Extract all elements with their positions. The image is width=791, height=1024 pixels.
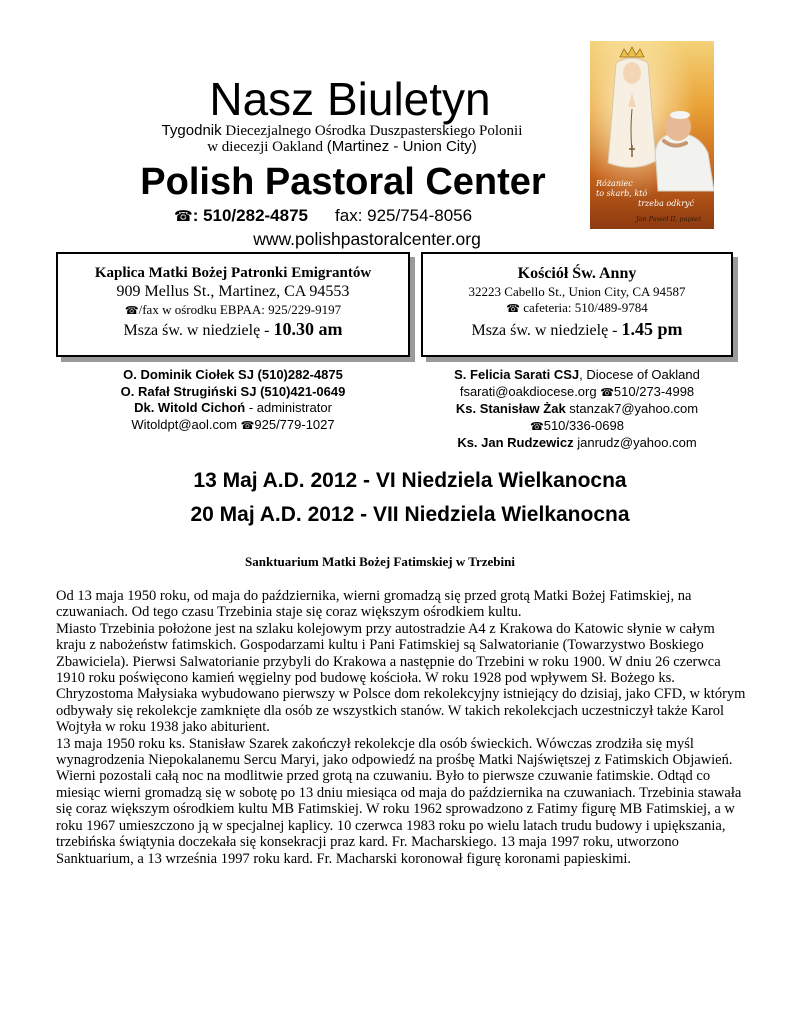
contact-line xyxy=(174,206,472,227)
website-link[interactable]: www.polishpastoralcenter.org xyxy=(253,229,481,249)
chapel-right-phone: cafeteria: 510/489-9784 xyxy=(519,300,648,315)
chapel-right-mass-time: 1.45 pm xyxy=(621,319,683,339)
staff-rudzewicz-name: Ks. Jan Rudzewicz xyxy=(457,435,574,450)
phone-icon: ☎ xyxy=(600,386,614,399)
chapel-left-name: Kaplica Matki Bożej Patronki Emigrantów xyxy=(94,265,372,281)
phone-icon: ☎ xyxy=(506,303,520,315)
staff-cichon-email[interactable]: Witoldpt@aol.com xyxy=(131,416,241,432)
article-paragraph: Od 13 maja 1950 roku, od maja do października, wierni gromadzą się przed grotą Matki Bożej Fatimskiej, na czuwaniach. Od tego czasu Trzebinia staje się coraz większym ośrodkiem kultu. xyxy=(56,588,692,621)
staff-sarati-name: S. Felicia Sarati CSJ xyxy=(454,367,580,382)
staff-ciolek: O. Dominik Ciołek SJ (510)282-4875 xyxy=(123,367,343,382)
staff-cichon-role: - administrator xyxy=(245,400,332,415)
staff-zak-email[interactable]: stanzak7@yahoo.com xyxy=(565,401,699,416)
article-paragraph: Miasto Trzebinia położone jest na szlaku kolejowym przy autostradzie A4 z Krakowa do Katowic słynie w całym kraju z nabożeństw fatimskich. Gospodarzami kultu i Pani Fatimskiej są Salwatorianie (Towarzystwo Boskiego Zbawiciela). Pierwsi Salwatorianie przybyli do Krakowa a następnie do Trzebini w roku 1900. W dniu 26 czerwca 1910 roku poświęcono kamień węgielny pod budowę kościoła. W roku 1928 pod wpływem Sł. Bożego ks. Chryzostoma Małysiaka wybudowano pierwszy w Polsce dom rekolekcyjny istniejący do dzisiaj, jako CFD, w którym odbywały się rekolekcje zamknięte dla osób ze wszystkich stanów. W takich rekolekcjach uczestniczył także Karol Wojtyła w roku 1938 jako abiturient. xyxy=(56,620,746,736)
center-name: Polish Pastoral Center xyxy=(140,161,546,203)
fax-phone-icon: ☎ xyxy=(124,305,139,317)
bulletin-subtitle xyxy=(0,123,684,155)
article-body xyxy=(56,588,746,867)
photo-signature: Jan Paweł II, papież xyxy=(636,215,702,223)
church-union-city-box xyxy=(421,252,733,357)
chapel-left-fax: /fax w ośrodku EBPAA: 925/229-9197 xyxy=(138,302,342,317)
subtitle-diocese: w diecezji Oakland xyxy=(207,139,327,155)
staff-cichon-name: Dk. Witold Cichoń xyxy=(134,400,246,415)
subtitle-prefix: Tygodnik xyxy=(161,122,222,139)
date-heading-2: 20 Maj A.D. 2012 - VII Niedziela Wielkanocna xyxy=(190,503,630,526)
chapel-right-mass-label: Msza św. w niedzielę - xyxy=(471,322,622,339)
article-paragraph: 13 maja 1950 roku ks. Stanisław Szarek zakończył rekolekcje dla osób świeckich. Wówczas zrodziła się myśl wynagrodzenia Niepokalanemu Sercu Maryi, jako odpowiedź na prośbę Matki Najświętszej z Fatimskich Objawień. Wierni pozostali całą noc na modlitwie przed grotą na czuwaniu. Było to pierwsze czuwanie fatimskie. Odtąd co miesiąc wierni gromadzą się w sobotę po 13 dniu miesiąca od maja do października na czuwaniach. Trzebinia stawała się coraz większym ośrodkiem kultu MB Fatimskiej. W roku 1962 sprowadzono z Fatimy figurę MB Fatimskiej, a w roku 1967 umieszczono ją w specjalnej kaplicy. 10 czerwca 1983 roku po wielu latach trudu budowy i upiększania, trzebińska świątynia doczekała się konsekracji praz kard. Fr. Macharskiego. 13 maja 1997 roku, utworzono Sanktuarium, a 13 września 1997 roku kard. Fr. Macharski koronował figurę koronami papieskimi. xyxy=(56,735,742,867)
article-title: Sanktuarium Matki Bożej Fatimskiej w Trzebini xyxy=(245,554,515,569)
phone-icon: ☎ xyxy=(174,208,193,225)
phone-icon: ☎ xyxy=(530,420,544,433)
staff-zak-name: Ks. Stanisław Żak xyxy=(455,401,566,416)
main-fax: fax: 925/754-8056 xyxy=(335,206,473,225)
staff-sarati-role: , Diocese of Oakland xyxy=(579,367,700,382)
staff-sarati-phone: 510/273-4998 xyxy=(613,383,695,399)
photo-caption-3: trzeba odkryć xyxy=(638,199,695,208)
chapel-left-address: 909 Mellus St., Martinez, CA 94553 xyxy=(116,283,350,300)
chapel-right-address: 32223 Cabello St., Union City, CA 94587 xyxy=(468,284,686,299)
chapel-martinez-box xyxy=(56,252,410,357)
chapel-right-name: Kościół Św. Anny xyxy=(517,265,637,282)
staff-list-right xyxy=(421,367,733,452)
madonna-pope-photo xyxy=(590,41,714,229)
staff-list-left xyxy=(56,367,410,434)
photo-caption-1: Różaniec xyxy=(596,179,633,188)
chapel-left-mass-label: Msza św. w niedzielę - xyxy=(123,322,274,339)
staff-cichon-phone: 925/779-1027 xyxy=(254,416,335,432)
main-phone: : 510/282-4875 xyxy=(192,206,309,225)
date-heading-1: 13 Maj A.D. 2012 - VI Niedziela Wielkanocna xyxy=(193,469,627,492)
staff-rudzewicz-email[interactable]: janrudz@yahoo.com xyxy=(573,435,697,450)
photo-caption-2: to skarb, któ xyxy=(596,189,648,198)
staff-zak-phone: 510/336-0698 xyxy=(543,417,624,433)
bulletin-title: Nasz Biuletyn xyxy=(209,73,491,125)
chapel-left-mass-time: 10.30 am xyxy=(273,319,343,339)
staff-struginski: O. Rafał Strugiński SJ (510)421-0649 xyxy=(120,383,346,399)
staff-sarati-email[interactable]: fsarati@oakdiocese.org xyxy=(459,383,601,399)
phone-icon: ☎ xyxy=(240,419,255,432)
subtitle-rest: Diecezjalnego Ośrodka Duszpasterskiego Polonii xyxy=(221,123,523,139)
subtitle-cities: (Martinez - Union City) xyxy=(326,138,477,155)
